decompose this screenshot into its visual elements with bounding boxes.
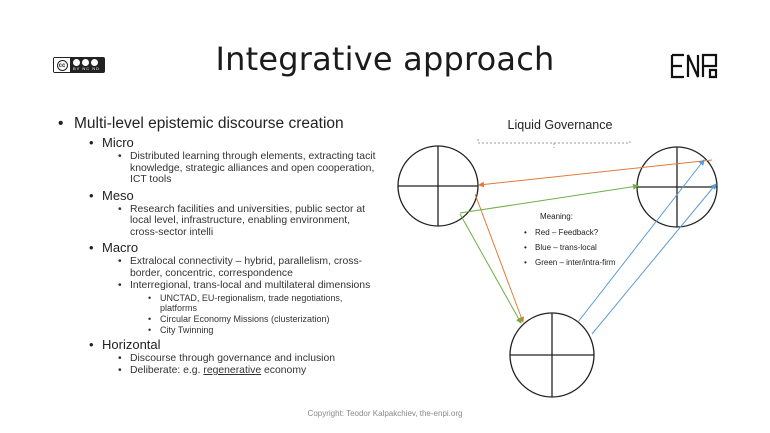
bullet-meso: • Meso: [58, 188, 378, 203]
bullet-horizontal-item: • Discourse through governance and inclusion: [58, 353, 378, 365]
bullet-macro: • Macro: [58, 240, 378, 255]
bullet-macro-item: • Extralocal connectivity – hybrid, parallelism, cross-border, concentric, correspondence: [58, 256, 378, 279]
diagram-legend: [520, 212, 630, 273]
bullet-macro-subitem: • Circular Economy Missions (clusterization): [58, 314, 378, 324]
arrow-red-left-to-bottom: [475, 194, 523, 322]
arrow-green-left-to-bottom: [460, 214, 521, 323]
slide-title: Integrative approach: [215, 40, 555, 78]
text-prefix: Deliberate: e.g.: [130, 365, 204, 376]
bullet-meso-item: • Research facilities and universities, public sector at local level, infrastructure, enabling environment, cross-sector intelli: [58, 204, 378, 239]
bullet-macro-subitem: • City Twinning: [58, 325, 378, 335]
node-left: [398, 146, 478, 226]
bullet-main: • Multi-level epistemic discourse creation: [58, 115, 378, 133]
creative-commons-by-nc-nd-icon: cc BY NC ND: [53, 57, 105, 73]
underlined-word: regenerative: [203, 365, 262, 376]
legend-item-red: • Red – Feedback?: [520, 228, 630, 237]
legend-title: Meaning:: [540, 212, 573, 221]
bullet-micro: • Micro: [58, 135, 378, 150]
node-right: [637, 147, 717, 227]
text-suffix: economy: [261, 365, 307, 376]
bracket: [478, 139, 630, 148]
legend-item-green: • Green – inter/intra-firm: [520, 258, 630, 267]
bullet-macro-item: • Interregional, trans-local and multilateral dimensions: [58, 280, 378, 292]
node-bottom: [510, 313, 594, 397]
bullet-horizontal: • Horizontal: [58, 337, 378, 352]
bullet-micro-item: • Distributed learning through elements, extracting tacit knowledge, strategic alliances and open cooperation, ICT tools: [58, 151, 378, 186]
copyright-text: Copyright: Teodor Kalpakchiev, the-enpi.org: [307, 409, 463, 418]
arrow-green-left-to-right: [460, 186, 638, 213]
bullet-macro-subitem: • UNCTAD, EU-regionalism, trade negotiations, platforms: [58, 293, 378, 313]
diagram-label: Liquid Governance: [507, 118, 613, 132]
legend-item-blue: • Blue – trans-local: [520, 243, 630, 252]
license-text: BY NC ND: [73, 66, 101, 71]
